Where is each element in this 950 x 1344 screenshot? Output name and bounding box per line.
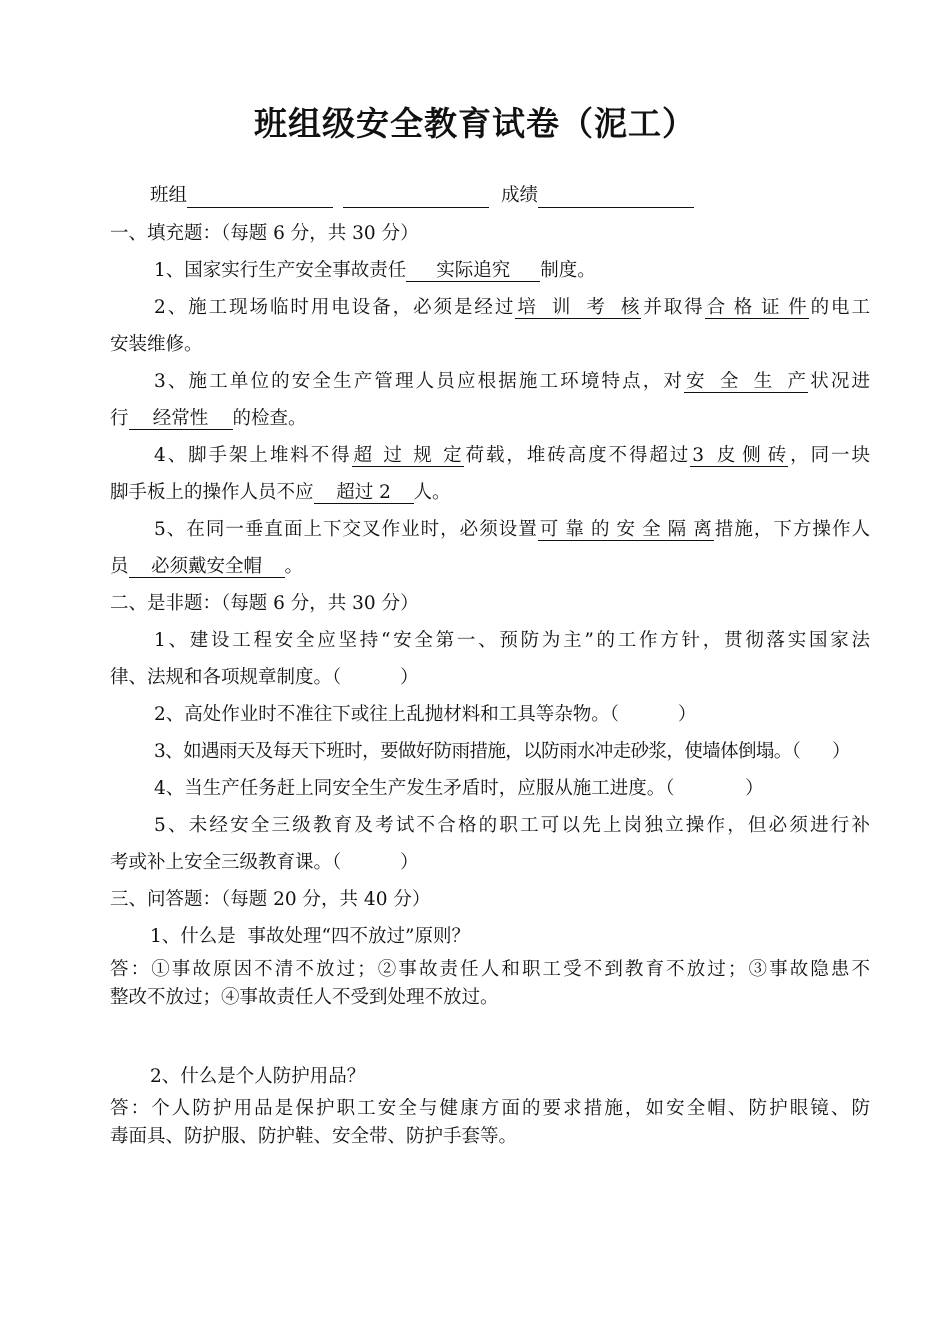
tf-question-3: 3、如遇雨天及每天下班时，要做好防雨措施，以防雨水冲走砂浆，使墙体倒塌。（ ） <box>154 741 850 762</box>
qa-question-2: 2、什么是个人防护用品？ <box>150 1066 366 1087</box>
answer-blank[interactable]: 超过 2 <box>314 483 414 504</box>
fill-question-5: 5、在同一垂直面上下交叉作业时，必须设置 可靠的安全隔离 措施，下方操作人 <box>154 519 870 540</box>
qa-question-1: 1、什么是 事故处理“四不放过”原则？ <box>150 926 470 947</box>
tf-question-5: 5、未经安全三级教育及考试不合格的职工可以先上岗独立操作，但必须进行补 <box>154 815 870 836</box>
section1-heading: 一、填充题：（每题 6 分，共 30 分） <box>110 223 419 244</box>
header-row <box>150 184 870 208</box>
score-blank[interactable] <box>538 189 694 208</box>
answer-blank[interactable]: 超过规定 <box>353 445 462 466</box>
section3-heading: 三、问答题：（每题 20 分，共 40 分） <box>110 889 431 910</box>
score-label: 成绩 <box>501 185 539 206</box>
qa-answer-2-cont: 毒面具、防护服、防护鞋、安全带、防护手套等。 <box>110 1126 518 1147</box>
qa-answer-2: 答：个人防护用品是保护职工安全与健康方面的要求措施，如安全帽、防护眼镜、防 <box>110 1098 870 1119</box>
fill-question-3-cont: 行 经常性 的检查。 <box>110 408 307 429</box>
fill-question-4-cont: 脚手板上的操作人员不应 超过 2 人。 <box>110 482 451 503</box>
section2-heading: 二、是非题：（每题 6 分，共 30 分） <box>110 593 419 614</box>
fill-question-2: 2、施工现场临时用电设备，必须是经过 培训考核 并取得 合格证件 的电工 <box>154 297 870 318</box>
tf-question-4: 4、当生产任务赶上同安全生产发生矛盾时，应服从施工进度。（ ） <box>154 778 764 799</box>
qa-answer-1-cont: 整改不放过；④事故责任人不受到处理不放过。 <box>110 987 499 1008</box>
class-label: 班组 <box>150 185 188 206</box>
tf-question-1-cont: 律、法规和各项规章制度。（ ） <box>110 667 419 688</box>
fill-question-3: 3、施工单位的安全生产管理人员应根据施工环境特点，对 安全生产 状况进 <box>154 371 870 392</box>
name-blank[interactable] <box>343 189 489 208</box>
fill-question-5-cont: 员 必须戴安全帽 。 <box>110 556 304 577</box>
answer-blank[interactable]: 合格证件 <box>706 297 807 318</box>
answer-blank[interactable]: 必须戴安全帽 <box>129 557 285 578</box>
answer-blank[interactable]: 安全生产 <box>686 371 807 392</box>
fill-question-1: 1、国家实行生产安全事故责任 实际追究 制度。 <box>154 260 596 281</box>
fill-question-2-cont: 安装维修。 <box>110 334 203 355</box>
answer-blank[interactable]: 经常性 <box>129 409 233 430</box>
answer-blank[interactable]: 3 皮侧砖 <box>692 445 787 466</box>
fill-question-4: 4、脚手架上堆料不得 超过规定 荷载，堆砖高度不得超过 3 皮侧砖 ，同一块 <box>154 445 870 466</box>
answer-blank[interactable]: 培训考核 <box>517 297 640 318</box>
answer-blank[interactable]: 可靠的安全隔离 <box>539 519 712 540</box>
answer-blank[interactable]: 实际追究 <box>406 261 540 282</box>
tf-question-1: 1、建设工程安全应坚持“安全第一、预防为主”的工作方针，贯彻落实国家法 <box>154 630 870 651</box>
class-blank[interactable] <box>187 189 333 208</box>
tf-question-5-cont: 考或补上安全三级教育课。（ ） <box>110 852 419 873</box>
qa-answer-1: 答：①事故原因不清不放过；②事故责任人和职工受不到教育不放过；③事故隐患不 <box>110 959 870 980</box>
page-title: 班组级安全教育试卷（泥工） <box>254 104 696 143</box>
tf-question-2: 2、高处作业时不准往下或往上乱抛材料和工具等杂物。（ ） <box>154 704 697 725</box>
